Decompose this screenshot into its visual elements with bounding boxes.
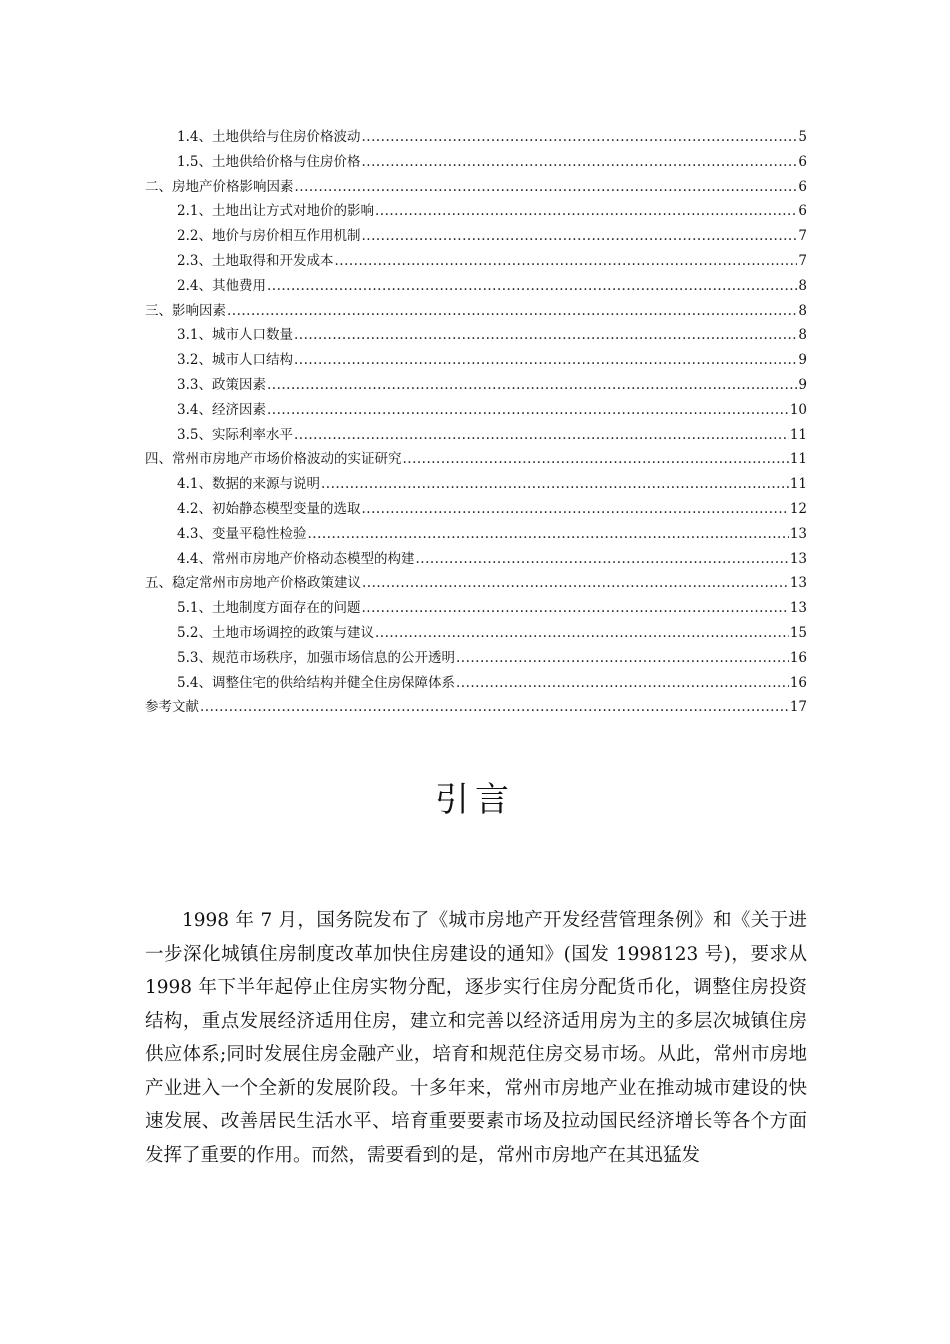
toc-entry[interactable] <box>145 646 807 671</box>
toc-entry[interactable] <box>145 150 807 175</box>
toc-dot-leader <box>294 323 797 348</box>
toc-entry-page: 7 <box>798 252 807 269</box>
toc-entry-page: 8 <box>798 327 807 344</box>
toc-dot-leader <box>294 348 797 373</box>
toc-entry-page: 11 <box>789 451 807 468</box>
toc-entry-title: 3.4、经济因素 <box>177 401 266 418</box>
toc-entry-title: 2.2、地价与房价相互作用机制 <box>177 228 361 245</box>
toc-entry-title: 二、房地产价格影响因素 <box>145 178 294 195</box>
toc-entry-title: 五、稳定常州市房地产价格政策建议 <box>145 575 361 592</box>
toc-entry-page: 10 <box>789 401 807 418</box>
toc-entry[interactable] <box>145 175 807 200</box>
toc-dot-leader <box>456 671 789 696</box>
toc-entry[interactable] <box>145 621 807 646</box>
toc-entry-page: 13 <box>789 550 807 567</box>
toc-entry-page: 13 <box>789 600 807 617</box>
toc-entry-title: 2.1、土地出让方式对地价的影响 <box>177 203 374 220</box>
toc-dot-leader <box>403 447 789 472</box>
toc-entry-title: 1.4、土地供给与住房价格波动 <box>177 129 361 145</box>
toc-entry[interactable] <box>145 497 807 522</box>
section-heading: 引言 <box>435 780 515 820</box>
toc-entry[interactable] <box>145 373 807 398</box>
toc-dot-leader <box>361 497 788 522</box>
toc-entry-page: 11 <box>789 476 807 493</box>
toc-dot-leader <box>361 596 788 621</box>
toc-entry-page: 15 <box>789 624 807 641</box>
toc-entry[interactable] <box>145 274 807 299</box>
toc-entry-title: 5.2、土地市场调控的政策与建议 <box>177 624 374 641</box>
toc-entry-page: 16 <box>789 649 807 666</box>
intro-paragraph: 1998 年 7 月，国务院发布了《城市房地产开发经营管理条例》和《关于进一步深化城镇住房制度改革加快住房建设的通知》(国发 1998123 号)，要求从 1998 年下半年起停止住房实物分配，逐步实行住房分配货币化，调整住房投资结构，重点发展经济适用住房，建立和完善以经济适用房为主的多层次城镇住房供应体系;同时发展住房金融产业，培育和规范住房交易市场。从此，常州市房地产业进入一个全新的发展阶段。十多年来，常州市房地产业在推动城市建设的快速发展、改善居民生活水平、培育重要要素市场及拉动国民经济增长等各个方面发挥了重要的作用。而然，需要看到的是，常州市房地产在其迅猛发 <box>145 910 807 1166</box>
toc-dot-leader <box>295 175 798 200</box>
toc-dot-leader <box>362 571 789 596</box>
toc-dot-leader <box>375 199 797 224</box>
toc-entry-page: 12 <box>789 500 807 517</box>
toc-entry[interactable] <box>145 299 807 324</box>
toc-entry-title: 四、常州市房地产市场价格波动的实证研究 <box>145 451 402 468</box>
toc-entry[interactable] <box>145 125 807 150</box>
toc-entry-page: 11 <box>789 426 807 443</box>
toc-entry-title: 4.3、变量平稳性检验 <box>177 525 307 542</box>
toc-entry-page: 7 <box>798 228 807 245</box>
toc-entry-page: 6 <box>798 153 807 170</box>
toc-dot-leader <box>456 646 789 671</box>
toc-entry[interactable] <box>145 571 807 596</box>
toc-entry[interactable] <box>145 522 807 547</box>
toc-entry[interactable] <box>145 348 807 373</box>
toc-entry-page: 13 <box>789 525 807 542</box>
toc-dot-leader <box>361 224 797 249</box>
table-of-contents <box>145 125 807 720</box>
toc-entry-page: 9 <box>798 352 807 369</box>
toc-dot-leader <box>361 150 797 175</box>
toc-entry-page: 8 <box>798 277 807 294</box>
toc-entry[interactable] <box>145 547 807 572</box>
toc-dot-leader <box>375 621 789 646</box>
toc-dot-leader <box>361 125 797 150</box>
toc-entry-title: 3.5、实际利率水平 <box>177 426 293 443</box>
toc-dot-leader <box>267 373 797 398</box>
toc-entry-page: 16 <box>789 674 807 691</box>
toc-dot-leader <box>227 299 797 324</box>
toc-dot-leader <box>200 695 789 720</box>
toc-dot-leader <box>294 423 789 448</box>
toc-dot-leader <box>334 249 797 274</box>
toc-entry-title: 3.1、城市人口数量 <box>177 327 293 344</box>
toc-entry-page: 5 <box>798 129 807 145</box>
toc-entry-title: 3.3、政策因素 <box>177 376 266 393</box>
toc-entry-title: 4.2、初始静态模型变量的选取 <box>177 500 361 517</box>
toc-entry[interactable] <box>145 423 807 448</box>
toc-entry-page: 17 <box>789 699 807 716</box>
toc-entry-title: 5.1、土地制度方面存在的问题 <box>177 600 361 617</box>
toc-entry[interactable] <box>145 398 807 423</box>
toc-entry[interactable] <box>145 323 807 348</box>
toc-entry-title: 2.4、其他费用 <box>177 277 266 294</box>
toc-dot-leader <box>307 522 788 547</box>
toc-entry-page: 9 <box>798 376 807 393</box>
toc-entry-title: 2.3、土地取得和开发成本 <box>177 252 334 269</box>
toc-entry[interactable] <box>145 472 807 497</box>
toc-entry-title: 4.1、数据的来源与说明 <box>177 476 320 493</box>
toc-entry[interactable] <box>145 199 807 224</box>
toc-entry[interactable] <box>145 249 807 274</box>
toc-entry-title: 1.5、土地供给价格与住房价格 <box>177 153 361 170</box>
toc-entry-title: 三、影响因素 <box>145 302 226 319</box>
toc-dot-leader <box>321 472 789 497</box>
toc-entry-page: 8 <box>798 302 807 319</box>
toc-entry[interactable] <box>145 596 807 621</box>
toc-dot-leader <box>267 398 789 423</box>
toc-entry[interactable] <box>145 695 807 720</box>
toc-entry-title: 5.3、规范市场秩序，加强市场信息的公开透明 <box>177 649 455 666</box>
toc-entry-title: 4.4、常州市房地产价格动态模型的构建 <box>177 550 415 567</box>
toc-entry-page: 6 <box>798 178 807 195</box>
toc-entry-page: 13 <box>789 575 807 592</box>
toc-entry-title: 5.4、调整住宅的供给结构并健全住房保障体系 <box>177 674 455 691</box>
toc-entry-page: 6 <box>798 203 807 220</box>
toc-entry-title: 参考文献 <box>145 699 199 716</box>
toc-dot-leader <box>415 547 788 572</box>
toc-entry[interactable] <box>145 447 807 472</box>
toc-entry[interactable] <box>145 671 807 696</box>
toc-entry[interactable] <box>145 224 807 249</box>
toc-entry-title: 3.2、城市人口结构 <box>177 352 293 369</box>
toc-dot-leader <box>267 274 797 299</box>
